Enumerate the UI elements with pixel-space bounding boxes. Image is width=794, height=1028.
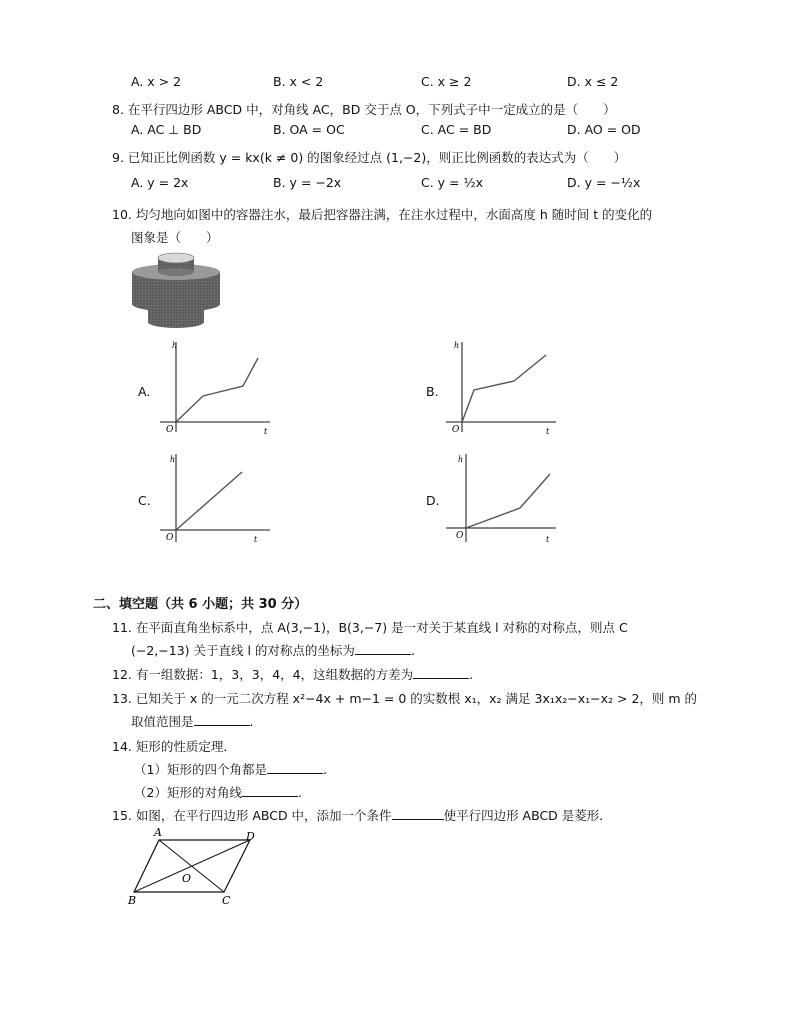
q9-option-b: B. y = −2x [273, 175, 342, 190]
q9-option-d: D. y = −½x [567, 175, 641, 190]
graph-b-label: B. [426, 384, 439, 399]
q14-sub1-text: （1）矩形的四个角都是 [134, 762, 267, 777]
q7-option-b: B. x < 2 [273, 74, 324, 89]
graph-c-origin: O [166, 533, 174, 543]
section2-title: 二、填空题（共 6 小题；共 30 分） [93, 597, 308, 612]
q12-answer-blank[interactable] [413, 666, 469, 679]
q13-answer-blank[interactable] [194, 713, 250, 726]
q11-line1: 11. 在平面直角坐标系中，点 A(3,−1)，B(3,−7) 是一对关于某直线 l 对称的对称点，则点 C [112, 620, 628, 635]
q11-line2 [131, 641, 415, 659]
q15-pre: 15. 如图，在平行四边形 ABCD 中，添加一个条件 [112, 808, 392, 823]
graph-a-label: A. [138, 384, 151, 399]
q11-answer-blank[interactable] [355, 642, 411, 655]
q10-stem-line2: 图象是（ ） [131, 230, 219, 245]
diagonal-bd [134, 840, 250, 892]
q13-line1: 13. 已知关于 x 的一元二次方程 x²−4x + m−1 = 0 的实数根 x₁，x₂ 满足 3x₁x₂−x₁−x₂ > 2，则 m 的 [112, 691, 698, 706]
graph-c-axis-h: h [170, 455, 176, 464]
q13-line2-text: 取值范围是 [131, 714, 194, 729]
q15-post: 使平行四边形 ABCD 是菱形． [443, 808, 612, 823]
q12-end: . [469, 667, 474, 682]
graph-a [160, 338, 280, 438]
graph-d-label: D. [426, 493, 440, 508]
graph-c [160, 450, 280, 550]
label-a: A [154, 826, 162, 839]
graph-a-axis-t: t [264, 427, 268, 436]
q14-sub1-blank[interactable] [267, 761, 323, 774]
q15-line [112, 806, 612, 824]
q14-sub2-blank[interactable] [242, 784, 298, 797]
graph-c-curve [176, 472, 242, 530]
container-illustration [128, 252, 224, 330]
q14-sub2-text: （2）矩形的对角线 [134, 785, 242, 800]
q13-end: . [249, 714, 254, 729]
q8-option-b: B. OA = OC [273, 122, 345, 137]
q11-line2-text: (−2,−13) 关于直线 l 的对称点的坐标为 [131, 643, 355, 658]
graph-c-axis-t: t [254, 535, 258, 544]
q7-option-d: D. x ≤ 2 [567, 74, 619, 89]
graph-b [446, 338, 566, 438]
graph-a-origin: O [166, 425, 174, 435]
label-o: O [182, 872, 192, 885]
q13-line2 [131, 712, 254, 730]
q10-stem-line1: 10. 均匀地向如图中的容器注水，最后把容器注满，在注水过程中，水面高度 h 随时间 t 的变化的 [112, 207, 653, 222]
q11-end: . [410, 643, 415, 658]
graph-d-curve [466, 474, 550, 528]
q8-option-a: A. AC ⊥ BD [131, 122, 202, 137]
q14-sub1 [134, 760, 327, 778]
label-d: D [246, 830, 255, 843]
q8-option-d: D. AO = OD [567, 122, 641, 137]
label-c: C [222, 894, 231, 907]
q8-stem: 8. 在平行四边形 ABCD 中，对角线 AC，BD 交于点 O，下列式子中一定成立的是（ ） [112, 102, 616, 117]
q7-option-a: A. x > 2 [131, 74, 182, 89]
q12-text: 12. 有一组数据：1，3，3，4，4，这组数据的方差为 [112, 667, 414, 682]
parallelogram-figure [126, 826, 276, 908]
graph-d-origin: O [456, 531, 464, 541]
graph-d-axis-h: h [458, 455, 464, 464]
q14-sub2 [134, 783, 302, 801]
q14-sub2-end: . [297, 785, 302, 800]
q9-stem: 9. 已知正比例函数 y = kx(k ≠ 0) 的图象经过点 (1,−2)，则正比例函数的表达式为（ ） [112, 150, 627, 165]
label-b: B [128, 894, 137, 907]
q8-option-c: C. AC = BD [421, 122, 492, 137]
graph-c-label: C. [138, 493, 151, 508]
q15-answer-blank[interactable] [392, 807, 444, 820]
graph-b-origin: O [452, 425, 460, 435]
graph-d [446, 450, 566, 550]
q14-stem: 14. 矩形的性质定理． [112, 739, 236, 754]
q9-option-c: C. y = ½x [421, 175, 484, 190]
q14-sub1-end: . [322, 762, 327, 777]
graph-a-axis-h: h [172, 341, 178, 350]
graph-b-axis-h: h [454, 341, 460, 350]
graph-a-curve [176, 358, 258, 422]
q12-line [112, 665, 473, 683]
graph-b-curve [462, 355, 546, 422]
graph-b-axis-t: t [546, 427, 550, 436]
q7-option-c: C. x ≥ 2 [421, 74, 472, 89]
q9-option-a: A. y = 2x [131, 175, 189, 190]
graph-d-axis-t: t [546, 535, 550, 544]
